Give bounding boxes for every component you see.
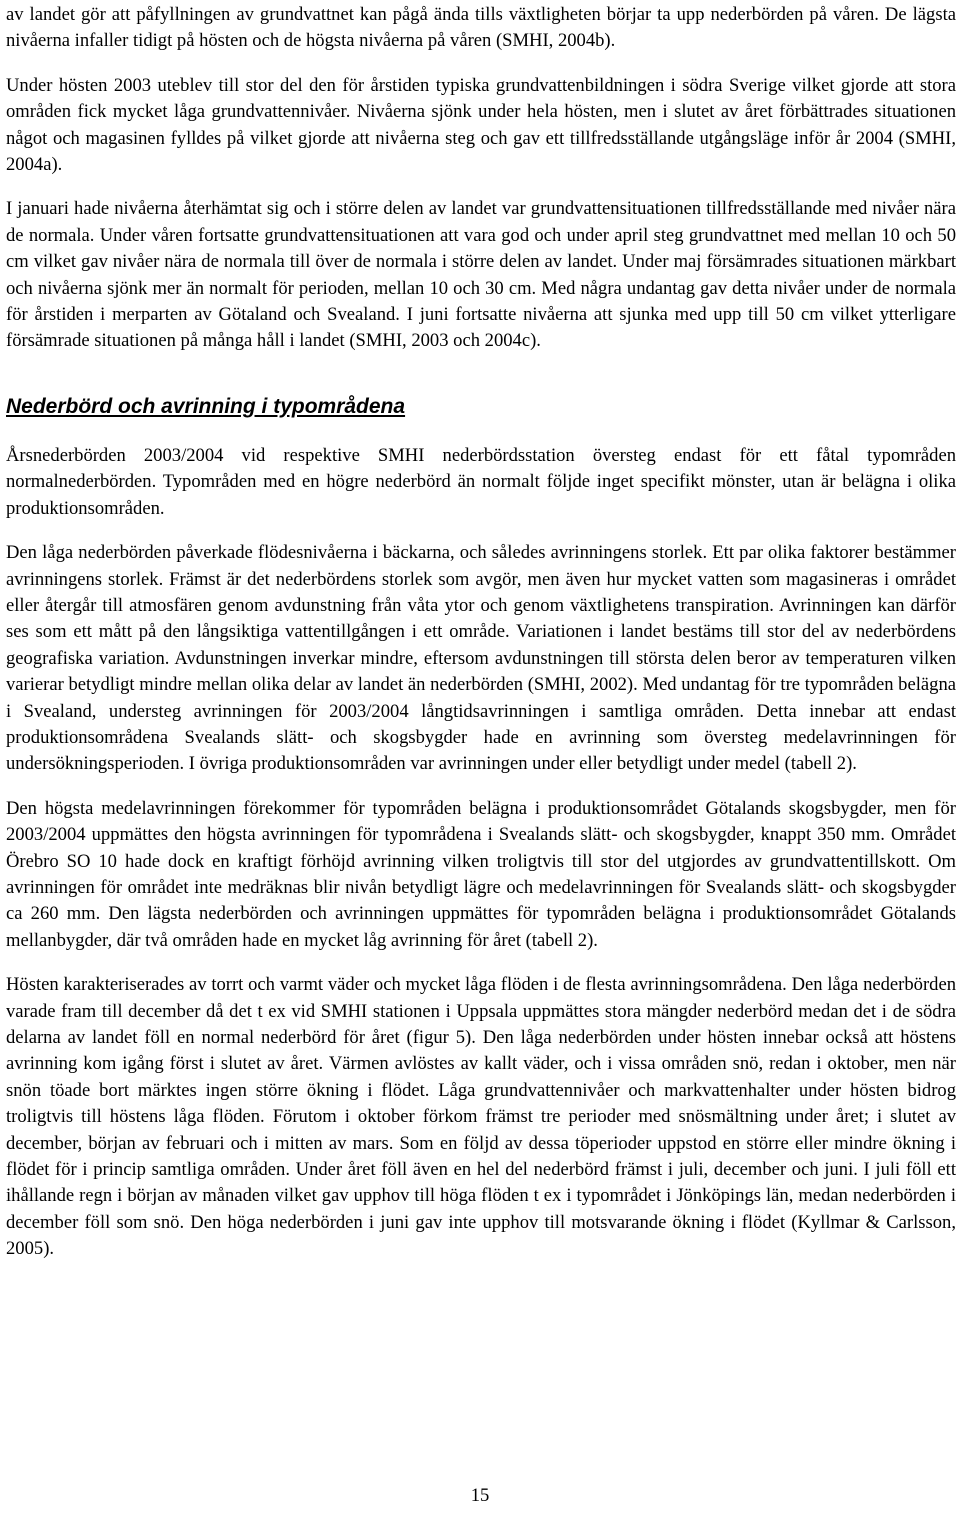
- paragraph-annual-precipitation: Årsnederbörden 2003/2004 vid respektive SMHI nederbördsstation översteg endast för ett fåtal typområden normalnederbörden. Typområden med en högre nederbörd än normalt följde inget specifikt mönster, utan är belägna i olika produktionsområden.: [6, 444, 956, 519]
- page-number: 15: [470, 1485, 490, 1506]
- section-heading: Nederbörd och avrinning i typområdena: [6, 394, 406, 418]
- document-page: [6, 0, 956, 1263]
- paragraph-highest-runoff: Den högsta medelavrinningen förekommer för typområden belägna i produktionsområdet Götalands skogsbygder, men för 2003/2004 uppmättes den högsta avrinningen för typområdena i Svealands slätt- och skogsbygder, knappt 350 mm. Området Örebro SO 10 hade dock en kraftigt förhöjd avrinning vilken troligtvis till stor del utgjordes av grundvattentillskott. Om avrinningen för området inte medräknas blir nivån betydligt lägre och medelavrinningen för Svealands slätt- och skogsbygder ca 260 mm. Den lägsta nederbörden och avrinningen uppmättes för typområden belägna i produktionsområdet Götalands mellanbygder, där två områden hade en mycket låg avrinning för året (tabell 2).: [6, 797, 956, 951]
- paragraph-january-levels: I januari hade nivåerna återhämtat sig och i större delen av landet var grundvattensituationen tillfredsställande med nivåer nära de normala. Under våren fortsatte grundvattensituationen att vara god och under april steg grundvattnet med mellan 10 och 50 cm vilket gav nivåer nära de normala till över de normala i större delen av landet. Under maj försämrades situationen märkbart och nivåerna sjönk mer än normalt för perioden, mellan 10 och 30 cm. Med några undantag gav detta nivåer under de normala för årstiden i merparten av Götaland och Svealand. I juni fortsatte nivåerna att sjunka med upp till 50 cm vilket ytterligare försämrade situationen på många håll i landet (SMHI, 2003 och 2004c).: [6, 198, 956, 352]
- paragraph-groundwater-recharge: av landet gör att påfyllningen av grundvattnet kan pågå ända tills växtligheten börjar ta upp nederbörden på våren. De lägsta nivåerna infaller tidigt på hösten och de högsta nivåerna på våren (SMHI, 2004b).: [6, 4, 956, 52]
- paragraph-autumn-2003: Under hösten 2003 uteblev till stor del den för årstiden typiska grundvattenbildningen i södra Sverige vilket gjorde att stora områden fick mycket låga grundvattennivåer. Nivåerna sjönk under hela hösten, men i slutet av året förbättrades situationen något och magasinen fylldes på vilket gjorde att nivåerna steg och gav ett tillfredsställande utgångsläge inför år 2004 (SMHI, 2004a).: [6, 74, 956, 176]
- paragraph-autumn-weather: Hösten karakteriserades av torrt och varmt väder och mycket låga flöden i de flesta avrinningsområdena. Den låga nederbörden varade fram till december då det t ex vid SMHI stationen i Uppsala uppmättes stora mängder nederbörd medan det i de södra delarna av landet föll en normal nederbörd för året (figur 5). Den låga nederbörden under hösten innebar också att höstens avrinning kom igång först i slutet av året. Värmen avlöstes av kallt väder, och i vissa områden snö, redan i oktober, men när snön töade bort märktes ingen större ökning i flödet. Låga grundvattennivåer och markvattenhalter under hösten bidrog troligtvis till höstens låga flöden. Förutom i oktober förkom främst tre perioder med snösmältning under året; i slutet av december, början av februari och i mitten av mars. Som en följd av dessa töperioder uppstod en större eller mindre ökning i flödet för i princip samtliga områden. Under året föll även en hel del nederbörd främst i juli, december och juni. I juli föll ett ihållande regn i början av månaden vilket gav upphov till höga flöden t ex i typområdet i Jönköpings län, medan nederbörden i december föll som snö. Den höga nederbörden i juni gav inte upphov till motsvarande ökning i flödet (Kyllmar & Carlsson, 2005).: [6, 974, 956, 1260]
- paragraph-runoff-factors: Den låga nederbörden påverkade flödesnivåerna i bäckarna, och således avrinningens storlek. Ett par olika faktorer bestämmer avrinningens storlek. Främst är det nederbördens storlek som avgör, men även hur mycket vatten som magasineras i området eller återgår till atmosfären genom avdunstning från våta ytor och genom växtlighetens transpiration. Avrinningen kan därför ses som ett mått på den långsiktiga vattentillgången i ett område. Variationen i landet bestäms till stor del av nederbördens geografiska variation. Avdunstningen inverkar mindre, eftersom avdunstningen till största delen beror av temperaturen vilken varierar betydligt mindre mellan olika delar av landet än nederbörden (SMHI, 2002). Med undantag för tre typområden belägna i Svealand, understeg avrinningen för 2003/2004 långtidsavrinningen i samtliga områden. Detta innebar att endast produktionsområdena Svealands slätt- och skogsbygder hade en avrinning som översteg medelavrinningen för undersökningsperioden. I övriga produktionsområden var avrinningen under eller betydligt under medel (tabell 2).: [6, 542, 956, 775]
